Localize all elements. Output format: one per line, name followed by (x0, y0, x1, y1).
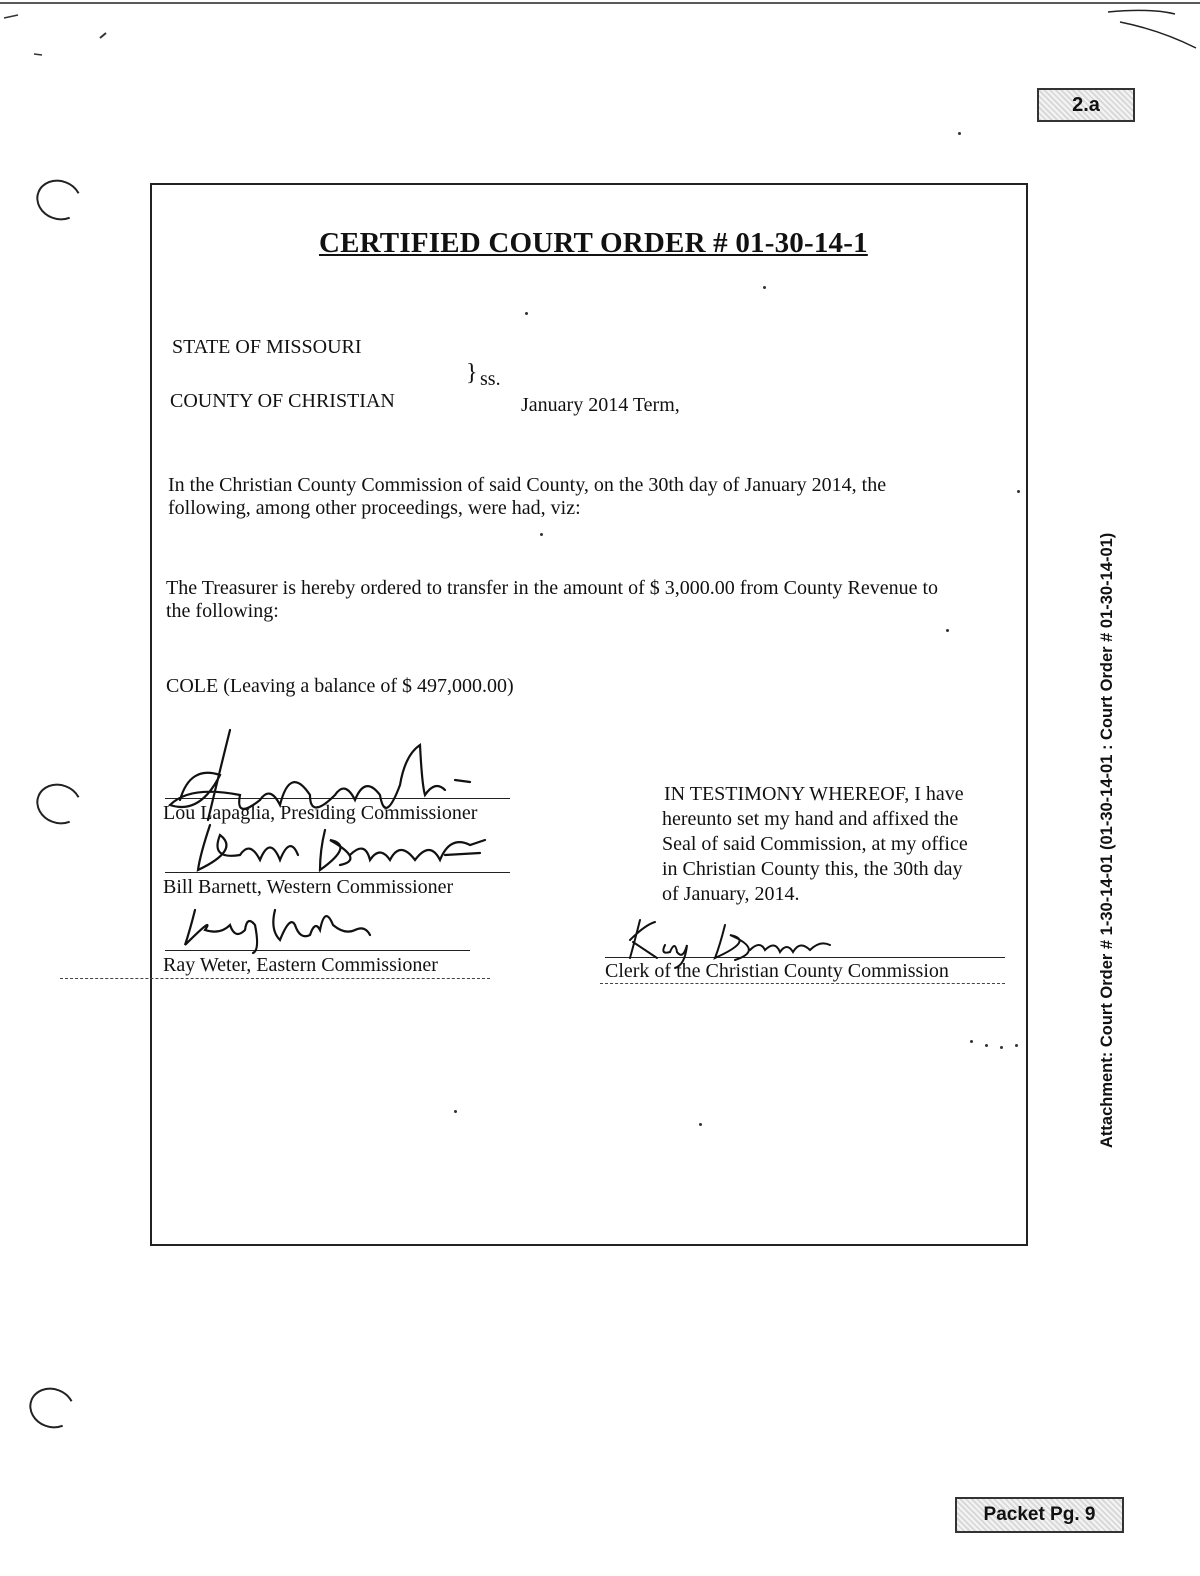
scan-speck (540, 533, 543, 536)
scan-speck (525, 312, 528, 315)
venue-county: COUNTY OF CHRISTIAN (170, 390, 395, 412)
page-tag: 2.a (1037, 88, 1135, 122)
venue-term: January 2014 Term, (521, 394, 680, 416)
signature-kay-brown (615, 910, 855, 965)
testimony-line-2: hereunto set my hand and affixed the (662, 808, 959, 830)
signatory-label-presiding: Lou Lapaglia, Presiding Commissioner (163, 802, 478, 824)
order-line-2: the following: (166, 600, 279, 622)
venue-ss: ss. (480, 368, 501, 390)
scan-speck (699, 1123, 702, 1126)
testimony-line-3: Seal of said Commission, at my office (662, 833, 968, 855)
scan-speck (1015, 1044, 1018, 1047)
punch-hole-top (31, 173, 88, 226)
scan-speck (958, 132, 961, 135)
intro-line-1: In the Christian County Commission of said County, on the 30th day of January 2014, the (168, 474, 887, 496)
scan-speck (985, 1044, 988, 1047)
scan-artifact-line-right (600, 983, 1005, 984)
venue-state: STATE OF MISSOURI (172, 336, 362, 358)
balance-line: COLE (Leaving a balance of $ 497,000.00) (166, 675, 514, 697)
scan-speck (1000, 1046, 1003, 1049)
packet-page-tag: Packet Pg. 9 (955, 1497, 1124, 1533)
signatory-label-eastern: Ray Weter, Eastern Commissioner (163, 954, 438, 976)
scan-edge-marks (0, 0, 1200, 80)
punch-hole-middle (31, 777, 88, 830)
signature-ray-weter (175, 895, 395, 955)
testimony-line-5: of January, 2014. (662, 883, 800, 905)
attachment-side-text: Attachment: Court Order # 1-30-14-01 (01-30-14-01 : Court Order # 01-30-14-01) (1098, 532, 1116, 1148)
order-line-1: The Treasurer is hereby ordered to transfer in the amount of $ 3,000.00 from County Revenue to (166, 577, 939, 599)
document-title: CERTIFIED COURT ORDER # 01-30-14-1 (319, 227, 868, 259)
testimony-line-4: in Christian County this, the 30th day (662, 858, 963, 880)
brace-mark: } (466, 360, 478, 386)
scan-artifact-line-left (60, 978, 490, 979)
intro-line-2: following, among other proceedings, were had, viz: (168, 497, 581, 519)
clerk-label: Clerk of the Christian County Commission (605, 960, 949, 982)
scan-speck (1017, 490, 1020, 493)
scan-speck (970, 1040, 973, 1043)
scan-speck (454, 1110, 457, 1113)
scan-speck (763, 286, 766, 289)
punch-hole-bottom (24, 1381, 81, 1434)
signature-bill-barnett (180, 815, 510, 880)
signatory-label-western: Bill Barnett, Western Commissioner (163, 876, 454, 898)
scan-speck (946, 629, 949, 632)
testimony-line-1: IN TESTIMONY WHEREOF, I have (664, 783, 964, 805)
